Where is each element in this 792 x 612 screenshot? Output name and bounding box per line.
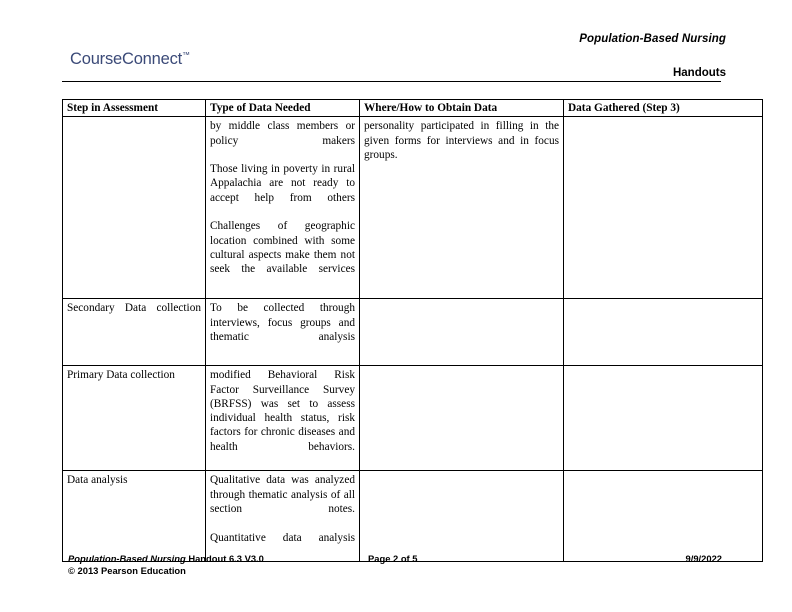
column-header-data-gathered: Data Gathered (Step 3)	[564, 100, 763, 117]
cell-where-how	[360, 117, 564, 299]
logo-text: CourseConnect	[70, 50, 183, 68]
cell-type-of-data	[206, 299, 360, 366]
table-row	[63, 299, 763, 366]
cell-data-gathered	[564, 471, 763, 562]
cell-paragraph: Those living in poverty in rural Appalachia are not ready to accept help from others	[210, 163, 355, 204]
cell-where-how	[360, 471, 564, 562]
cell-paragraph: To be collected through interviews, focus groups and thematic analysis	[210, 302, 355, 343]
cell-paragraph: Quantitative data analysis	[210, 531, 355, 544]
cell-paragraph: Primary Data collection	[67, 369, 175, 382]
cell-data-gathered	[564, 366, 763, 471]
page-header	[62, 28, 726, 84]
cell-step	[63, 471, 206, 562]
header-divider	[62, 81, 721, 82]
cell-paragraph: personality participated in filling in the given forms for interviews and in focus groups.	[364, 120, 559, 161]
cell-data-gathered	[564, 117, 763, 299]
cell-paragraph: Qualitative data was analyzed through thematic analysis of all section notes.	[210, 474, 355, 515]
cell-where-how	[360, 299, 564, 366]
column-header-step: Step in Assessment	[63, 100, 206, 117]
table-row	[63, 117, 763, 299]
cell-paragraph: Secondary Data collection	[67, 302, 201, 315]
footer-title: Population-Based Nursing	[68, 553, 186, 564]
cell-step	[63, 366, 206, 471]
footer-date: 9/9/2022	[685, 553, 722, 564]
section-label: Handouts	[672, 67, 726, 79]
footer-page-number: Page 2 of 5	[368, 553, 418, 564]
cell-type-of-data	[206, 366, 360, 471]
column-header-type-of-data: Type of Data Needed	[206, 100, 360, 117]
cell-type-of-data	[206, 117, 360, 299]
footer-copyright: © 2013 Pearson Education	[68, 565, 186, 576]
cell-paragraph: Data analysis	[67, 474, 128, 487]
table-row	[63, 471, 763, 562]
table-row	[63, 366, 763, 471]
cell-step	[63, 299, 206, 366]
page-footer	[68, 553, 722, 581]
cell-paragraph: by middle class members or policy makers	[210, 120, 355, 147]
cell-data-gathered	[564, 299, 763, 366]
footer-document-info	[68, 553, 264, 565]
document-title: Population-Based Nursing	[579, 33, 726, 45]
cell-paragraph: Challenges of geographic location combined with some cultural aspects make them not seek the available services	[210, 220, 355, 276]
assessment-table	[62, 99, 763, 562]
column-header-where-how: Where/How to Obtain Data	[360, 100, 564, 117]
cell-paragraph: modified Behavioral Risk Factor Surveillance Survey (BRFSS) was set to assess individual health status, risk factors for chronic diseases and health behaviors.	[210, 369, 355, 453]
cell-where-how	[360, 366, 564, 471]
courseconnect-logo	[70, 50, 190, 69]
trademark-symbol: ™	[182, 50, 191, 60]
cell-type-of-data	[206, 471, 360, 562]
table-header-row	[63, 100, 763, 117]
assessment-table-wrapper	[62, 99, 726, 562]
footer-handout-info: Handout 6.3 V3.0	[185, 553, 264, 564]
cell-step	[63, 117, 206, 299]
